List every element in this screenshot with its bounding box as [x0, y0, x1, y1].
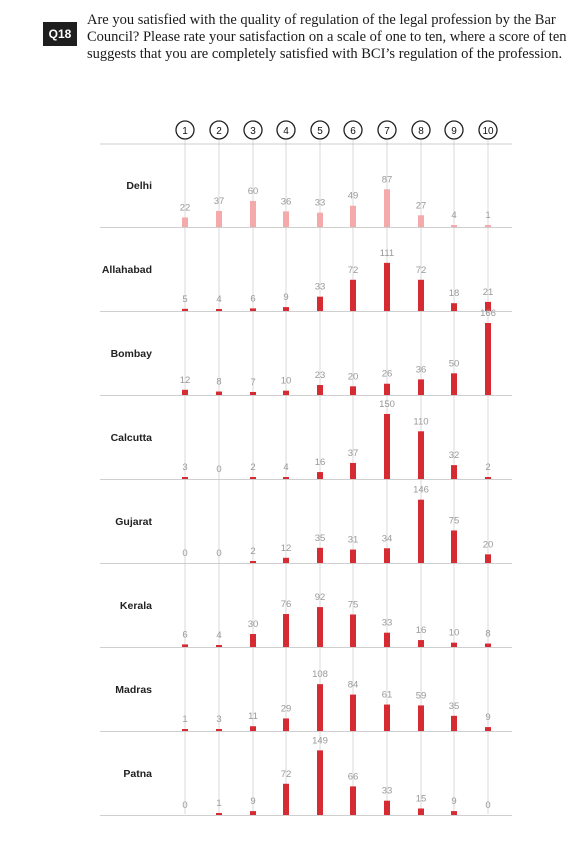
data-bar	[451, 716, 457, 731]
data-bar	[451, 643, 457, 647]
data-label: 9	[451, 796, 457, 808]
data-label: 12	[179, 374, 191, 386]
data-bar	[216, 211, 222, 227]
data-label: 33	[381, 785, 393, 797]
city-label: Patna	[123, 768, 152, 780]
data-label: 5	[182, 293, 188, 305]
data-label: 75	[448, 515, 460, 527]
data-label: 22	[179, 202, 191, 214]
data-bar	[384, 384, 390, 395]
data-label: 4	[216, 294, 222, 305]
data-bar	[182, 477, 188, 479]
data-bar	[384, 801, 390, 815]
data-bar	[182, 729, 188, 731]
data-label: 2	[485, 462, 491, 473]
data-label: 146	[413, 484, 429, 496]
data-bar	[451, 465, 457, 479]
data-label: 111	[379, 247, 395, 259]
data-bar	[317, 607, 323, 647]
data-label: 23	[314, 370, 326, 382]
data-label: 0	[216, 464, 222, 475]
data-label: 33	[381, 617, 393, 629]
data-label: 34	[381, 533, 393, 545]
data-bar	[283, 477, 289, 479]
data-bar	[182, 217, 188, 227]
data-bar	[317, 684, 323, 731]
data-label: 166	[480, 308, 496, 319]
data-label: 49	[347, 190, 359, 202]
data-bar	[350, 463, 356, 479]
data-label: 0	[216, 548, 222, 559]
data-label: 61	[381, 689, 393, 701]
data-label: 27	[415, 200, 427, 212]
data-label: 149	[312, 735, 328, 747]
data-label: 16	[415, 625, 427, 637]
data-label: 31	[347, 534, 359, 546]
data-label: 29	[280, 703, 292, 715]
data-label: 10	[280, 375, 292, 387]
data-bar	[283, 718, 289, 731]
data-label: 6	[250, 293, 256, 305]
data-bar	[384, 414, 390, 479]
data-label: 76	[280, 599, 292, 611]
data-bar	[350, 280, 356, 311]
data-label: 35	[314, 532, 326, 544]
data-bar	[485, 477, 491, 479]
data-bar	[283, 558, 289, 563]
data-bar	[182, 644, 188, 647]
data-label: 75	[347, 599, 359, 611]
data-bar	[418, 215, 424, 227]
data-bar	[283, 211, 289, 227]
city-label: Madras	[115, 684, 152, 696]
data-label: 36	[415, 364, 427, 376]
data-label: 9	[485, 712, 491, 724]
data-label: 33	[314, 281, 326, 293]
data-bar	[384, 633, 390, 647]
data-label: 15	[415, 793, 427, 805]
data-label: 16	[314, 457, 326, 469]
data-bar	[283, 614, 289, 647]
data-bar	[216, 813, 222, 815]
data-bar	[418, 705, 424, 731]
data-bar	[317, 472, 323, 479]
data-label: 18	[448, 288, 460, 300]
data-label: 87	[381, 174, 393, 186]
data-bar	[283, 391, 289, 395]
data-label: 11	[248, 711, 258, 723]
data-label: 72	[415, 264, 427, 276]
data-bar	[350, 550, 356, 563]
data-bar	[418, 379, 424, 395]
scale-point-label: 10	[482, 126, 494, 137]
data-label: 12	[280, 542, 292, 554]
data-bar	[418, 280, 424, 311]
data-label: 10	[448, 627, 460, 639]
data-bar	[485, 554, 491, 563]
data-bar	[451, 811, 457, 815]
data-bar	[485, 644, 491, 647]
data-bar	[451, 373, 457, 395]
data-label: 0	[485, 800, 491, 811]
data-label: 6	[182, 629, 188, 641]
data-bar	[283, 784, 289, 815]
data-label: 1	[182, 714, 188, 725]
data-label: 37	[347, 447, 359, 459]
scale-point-label: 3	[250, 126, 256, 137]
data-bar	[485, 323, 491, 395]
data-bar	[216, 392, 222, 395]
data-label: 4	[283, 462, 289, 473]
data-bar	[216, 729, 222, 731]
data-label: 1	[216, 798, 222, 809]
city-label: Allahabad	[101, 264, 152, 276]
data-bar	[451, 303, 457, 311]
data-bar	[250, 561, 256, 563]
data-bar	[350, 206, 356, 227]
data-bar	[317, 385, 323, 395]
data-bar	[418, 808, 424, 815]
data-bar	[182, 309, 188, 311]
data-label: 37	[213, 195, 225, 207]
data-label: 1	[485, 210, 491, 221]
data-label: 2	[250, 546, 256, 557]
data-label: 3	[216, 714, 222, 725]
data-label: 72	[347, 264, 359, 276]
data-bar	[384, 705, 390, 731]
data-bar	[350, 386, 356, 395]
data-label: 33	[314, 197, 326, 209]
data-label: 26	[381, 368, 393, 380]
data-label: 0	[182, 548, 188, 559]
data-label: 8	[216, 376, 222, 388]
data-bar	[384, 263, 390, 311]
data-label: 35	[448, 700, 460, 712]
data-bar	[384, 189, 390, 227]
data-bar	[350, 695, 356, 731]
data-label: 21	[482, 286, 494, 298]
data-label: 108	[312, 669, 328, 681]
data-bar	[250, 726, 256, 731]
city-label: Gujarat	[115, 516, 152, 528]
scale-point-label: 8	[418, 126, 424, 137]
data-bar	[317, 297, 323, 311]
data-bar	[317, 213, 323, 227]
city-label: Bombay	[110, 348, 152, 360]
data-bar	[250, 308, 256, 311]
scale-point-label: 9	[451, 126, 457, 137]
data-bar	[418, 431, 424, 479]
data-label: 60	[247, 185, 259, 197]
data-bar	[182, 390, 188, 395]
data-label: 84	[347, 679, 359, 691]
data-label: 7	[250, 376, 256, 388]
question-text: Are you satisfied with the quality of regulation of the legal profession by the Bar Council? Please rate your satisfaction on a scale of one to ten, where a score of ten suggests that you are completely satisfied with BCI’s regulation of the profession.	[87, 12, 567, 62]
scale-point-label: 4	[283, 126, 289, 137]
data-label: 4	[216, 630, 222, 641]
data-label: 50	[448, 358, 460, 370]
data-label: 36	[280, 196, 292, 208]
data-label: 0	[182, 800, 188, 811]
data-bar	[250, 634, 256, 647]
data-label: 110	[413, 416, 429, 428]
data-bar	[283, 307, 289, 311]
scale-point-label: 6	[350, 126, 356, 137]
data-label: 66	[347, 771, 359, 783]
city-label: Calcutta	[110, 432, 152, 444]
data-bar	[250, 201, 256, 227]
data-bar	[418, 500, 424, 563]
data-label: 20	[347, 371, 359, 383]
data-label: 92	[314, 592, 326, 604]
data-label: 30	[247, 618, 259, 630]
data-label: 72	[280, 768, 292, 780]
data-label: 3	[182, 462, 188, 473]
scale-point-label: 5	[317, 126, 323, 137]
data-bar	[250, 477, 256, 479]
data-bar	[384, 548, 390, 563]
city-label: Delhi	[126, 180, 152, 192]
data-label: 8	[485, 628, 491, 640]
data-bar	[451, 225, 457, 227]
data-bar	[250, 392, 256, 395]
data-label: 9	[250, 796, 256, 808]
data-label: 4	[451, 210, 457, 221]
scale-point-label: 7	[384, 126, 390, 137]
data-bar	[350, 786, 356, 815]
data-label: 9	[283, 292, 289, 304]
city-label: Kerala	[119, 600, 152, 612]
data-label: 20	[482, 539, 494, 551]
data-label: 59	[415, 690, 427, 702]
scale-point-label: 2	[216, 126, 222, 137]
data-bar	[250, 811, 256, 815]
data-label: 150	[379, 398, 395, 410]
scale-point-label: 1	[182, 126, 188, 137]
data-bar	[485, 225, 491, 227]
data-bar	[216, 309, 222, 311]
data-bar	[317, 548, 323, 563]
data-bar	[317, 750, 323, 815]
data-bar	[451, 530, 457, 563]
data-bar	[216, 645, 222, 647]
data-label: 32	[448, 450, 460, 462]
data-bar	[485, 727, 491, 731]
question-number-badge: Q18	[43, 22, 77, 46]
data-bar	[350, 614, 356, 647]
data-label: 2	[250, 462, 256, 473]
data-bar	[418, 640, 424, 647]
